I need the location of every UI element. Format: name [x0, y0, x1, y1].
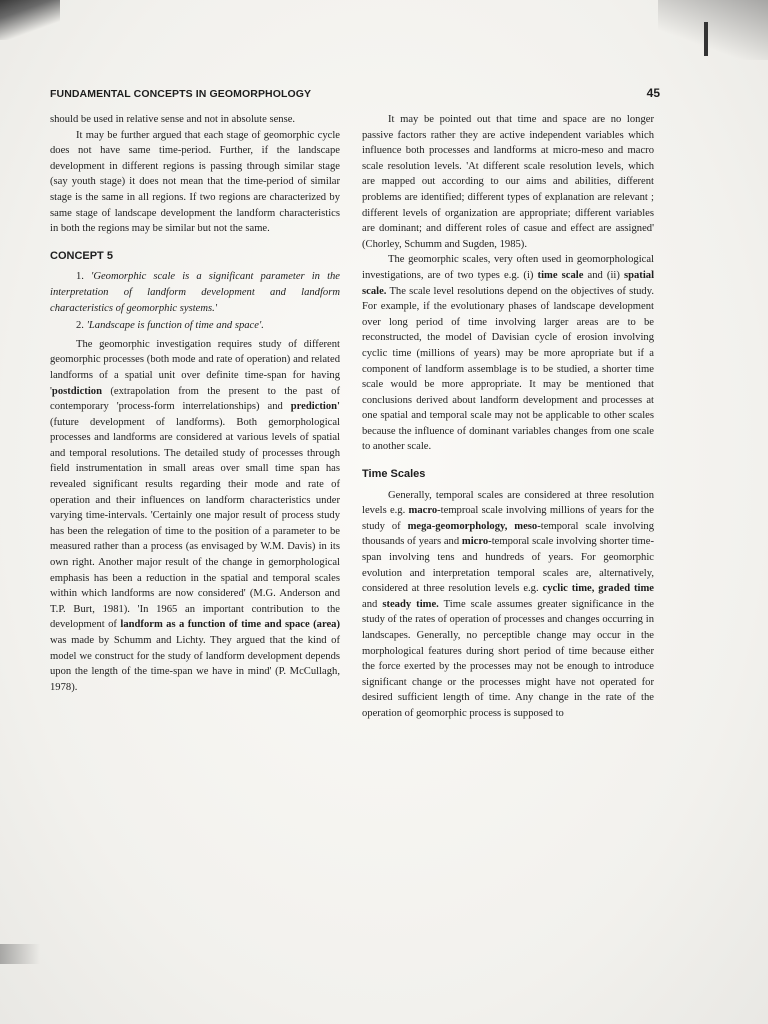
item-text: 'Geomorphic scale is a significant parameter in the interpretation of landform development and landform characteristics of geomorphic systems.' [50, 271, 341, 314]
text-run: temporal scale involving shorter time-span involving tens and hundreds of years. For geomorphic evolution and interpretation temporal scales are, alternatively, considered at three resolution levels e.g. [362, 536, 654, 595]
paragraph [362, 488, 654, 722]
scan-edge-shadow [658, 0, 768, 60]
paragraph [362, 252, 654, 455]
scan-corner-shadow [0, 0, 60, 40]
paragraph [50, 337, 340, 696]
page-number: 45 [646, 86, 660, 100]
right-column [362, 112, 654, 722]
item-number: 2. [76, 320, 84, 332]
bold-term: cyclic time, graded time [542, 583, 654, 595]
text-run: Time scale assumes greater significance in the study of the rates of operation of processes and changes occurring in landscapes. Generally, no perceptible change may occur in the morphological features during short period of time because either the force exerted by the processes may not be enough to introduce significant change or the processes might have not operated for desired sufficient length of time. Any change in the rate of the operation of geomorphic process is supposed to [362, 598, 655, 719]
item-number: 1. [76, 271, 84, 283]
text-run: (future development of landforms). Both gemorphological processes and landforms are considered at various levels of spatial and temporal resolutions. The detailed study of processes through field instrumentation in small areas over small time span has revealed significant results regarding their mode and rate of operation and their influences on landform characteristics under varying time-intervals. 'Certainly one major result of process study has been the relegation of time to the position of a parameter to be measured rather than a process (as envisaged by W.M. Davis) in its own right. Another major result of the change in gemorphological emphasis has been a reduction in the spatial and temporal scales within which landforms are now considered' (M.G. Anderson and T.P. Burt, 1981). 'In 1965 an important contribution to the development of [50, 416, 340, 631]
bold-term: micro- [461, 536, 492, 548]
bold-term: prediction' [290, 401, 340, 413]
bold-term: time scale [537, 269, 584, 281]
scan-smudge [0, 944, 40, 964]
text-run: temproal scale involving millions of years for the study of [362, 505, 654, 532]
bold-term: spatial scale. [362, 269, 655, 297]
text-run: and (ii) [583, 269, 624, 281]
page-header [50, 86, 660, 100]
concept-item [50, 269, 340, 316]
concept-heading: CONCEPT 5 [50, 249, 113, 262]
concept-item [50, 318, 340, 334]
text-run: The scale level resolutions depend on the objectives of study. For example, if the evolutionary phases of landscape development over long period of time involving larger areas are to be reconstructed, the model of Davisian cycle of erosion involving cyclic time (millions of years) may be more apropriate but if a component of landform assemblage is to be studied, a shorter time scale would be more appropriate. It may be mentioned that conclusions derived about landform development and processes at one spatial and temporal scale may not be applicable to other scales because the influence of dominant variables changes from one scale to another scale. [362, 285, 654, 453]
text-run: The geomorphic scales, very often used in geomorphological investigations, are of two types e.g. (i) [362, 254, 654, 281]
paragraph: should be used in relative sense and not in absolute sense. [50, 114, 296, 125]
paragraph: It may be pointed out that time and space are no longer passive factors rather they are active independent variables which influence both processes and landforms at micro-meso and macro scale resolution levels. 'At different scale resolution levels, which are mapped out according to our aims and abilities, different problems are identified; different types of explanation are relevant ; different levels of organization are appropriate; different variables are dominant; and different roles of casue and effect are assigned' (Chorley, Schumm and Sugden, 1985). [362, 114, 654, 250]
text-run: and [362, 598, 383, 610]
bold-term: macro- [408, 505, 441, 517]
text-run: The geomorphic investigation requires study of different geomorphic processes (both mode and rate of operation) and related landforms of a spatial unit over definite time-span for having ' [50, 338, 340, 397]
time-scales-heading: Time Scales [362, 468, 426, 481]
text-run: was made by Schumm and Lichty. They argued that the kind of model we construct for the study of landform development depends upon the length of the time-span we have in mind' (P. McCullagh, 1978). [50, 635, 340, 693]
bold-term: landform as a function of time and space (area) [120, 619, 340, 631]
text-run: Generally, temporal scales are considered at three resolution levels e.g. [362, 489, 654, 517]
text-run: temporal scale involving thousands of years and [362, 520, 655, 548]
item-text: 'Landscape is function of time and space'. [86, 320, 264, 332]
running-head: FUNDAMENTAL CONCEPTS IN GEOMORPHOLOGY [50, 88, 312, 100]
text-run: (extrapolation from the present to the past of contemporary 'process-form interrelationships) and [50, 385, 340, 413]
paragraph: It may be further argued that each stage of geomorphic cycle does not have same time-period. Further, if the landscape development in different regions is passing through similar stage (say youth stage) it does not mean that the time-period of similar stage is the same in all regions. If two regions are characterized by same stage of landscape development the landform characteristics in both the regions may be similar but not the same. [50, 129, 340, 235]
bold-term: postdiction [51, 385, 102, 397]
bold-term: mega-geomorphology, meso- [407, 520, 541, 532]
bold-term: steady time. [382, 598, 439, 610]
left-column [50, 112, 340, 695]
scan-edge-mark [704, 22, 708, 56]
